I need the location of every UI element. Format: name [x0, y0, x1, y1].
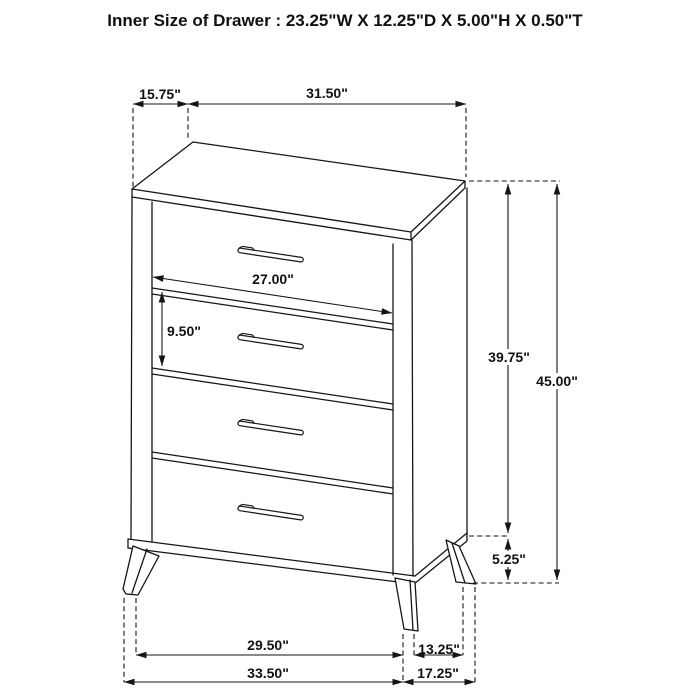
drawer-handle-2 [238, 333, 304, 349]
dim-drawer-width-label: 27.00" [252, 271, 294, 287]
drawer-handle-3 [238, 419, 304, 435]
drawer-dividers [152, 288, 393, 494]
dim-top-depth-label: 15.75" [139, 86, 181, 102]
leg-front-left [123, 546, 159, 595]
dim-front-feet-inner-label: 29.50" [247, 637, 289, 653]
dim-side-feet-inner-label: 13.25" [418, 641, 460, 657]
side-panel [414, 188, 467, 584]
top-panel [132, 142, 465, 240]
dim-body-height-label: 39.75" [488, 349, 530, 365]
drawer-handle-4 [238, 504, 304, 520]
dim-side-feet-outer-label: 17.25" [417, 665, 459, 681]
drawer-handle-1 [238, 246, 304, 262]
dim-front-feet-outer-label: 33.50" [247, 665, 289, 681]
dim-drawer-height-label: 9.50" [167, 323, 201, 339]
leg-front-right [395, 578, 418, 631]
base-rail [128, 539, 415, 584]
dim-leg-height-label: 5.25" [492, 551, 526, 567]
dim-top-width-label: 31.50" [306, 85, 348, 101]
dim-overall-height-label: 45.00" [536, 373, 578, 389]
diagram-title: Inner Size of Drawer : 23.25"W X 12.25"D X 5.00"H X 0.50"T [107, 11, 583, 30]
